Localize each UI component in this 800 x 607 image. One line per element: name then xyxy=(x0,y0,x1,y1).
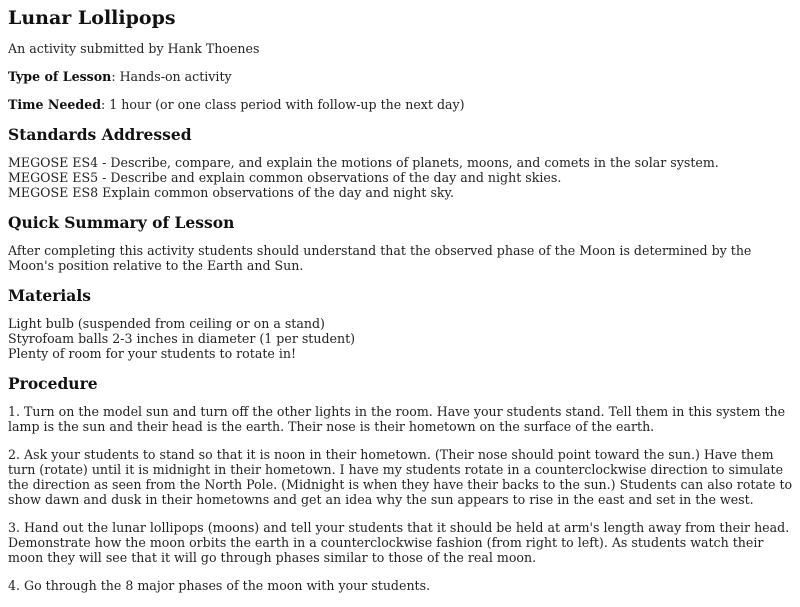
byline: An activity submitted by Hank Thoenes xyxy=(8,41,260,56)
standard-item: MEGOSE ES5 - Describe and explain common observations of the day and night skies. xyxy=(8,170,562,185)
procedure-step: 3. Hand out the lunar lollipops (moons) and tell your students that it should be held at arm's length away from their head. Demonstrate how the moon orbits the earth in a counterclockwise fashion (from right to left). As students watch their moon they will see that it will go through phases similar to those of the real moon. xyxy=(8,520,790,565)
meta-label: Time Needed xyxy=(8,97,102,112)
document-page xyxy=(0,7,800,593)
material-item: Plenty of room for your students to rotate in! xyxy=(8,346,297,361)
summary-text: After completing this activity students should understand that the observed phase of the Moon is determined by the Moon's position relative to the Earth and Sun. xyxy=(8,243,752,273)
page-title: Lunar Lollipops xyxy=(8,7,176,29)
material-item: Light bulb (suspended from ceiling or on a stand) xyxy=(8,316,325,331)
materials-list xyxy=(8,316,794,361)
standard-item: MEGOSE ES4 - Describe, compare, and explain the motions of planets, moons, and comets in the solar system. xyxy=(8,155,719,170)
section-heading-standards: Standards Addressed xyxy=(8,125,192,144)
meta-label: Type of Lesson xyxy=(8,69,112,84)
material-item: Styrofoam balls 2-3 inches in diameter (1 per student) xyxy=(8,331,356,346)
procedure-step: 4. Go through the 8 major phases of the moon with your students. xyxy=(8,578,431,593)
meta-value: : 1 hour (or one class period with follow-up the next day) xyxy=(101,97,465,112)
meta-time-needed xyxy=(8,97,794,112)
meta-lesson-type xyxy=(8,69,794,84)
meta-value: : Hands-on activity xyxy=(111,69,232,84)
section-heading-procedure: Procedure xyxy=(8,374,98,393)
procedure-step: 2. Ask your students to stand so that it is noon in their hometown. (Their nose should point toward the sun.) Have them turn (rotate) until it is midnight in their hometown. I have my students rotate in a counterclockwise direction to simulate the direction as seen from the North Pole. (Midnight is when they have their backs to the sun.) Students can also rotate to show dawn and dusk in their hometowns and get an idea why the sun appears to rise in the east and set in the west. xyxy=(8,447,793,507)
standard-item: MEGOSE ES8 Explain common observations of the day and night sky. xyxy=(8,185,454,200)
section-heading-summary: Quick Summary of Lesson xyxy=(8,213,235,232)
standards-list xyxy=(8,155,794,200)
procedure-step: 1. Turn on the model sun and turn off the other lights in the room. Have your students stand. Tell them in this system the lamp is the sun and their head is the earth. Their nose is their hometown on the surface of the earth. xyxy=(8,404,786,434)
section-heading-materials: Materials xyxy=(8,286,91,305)
